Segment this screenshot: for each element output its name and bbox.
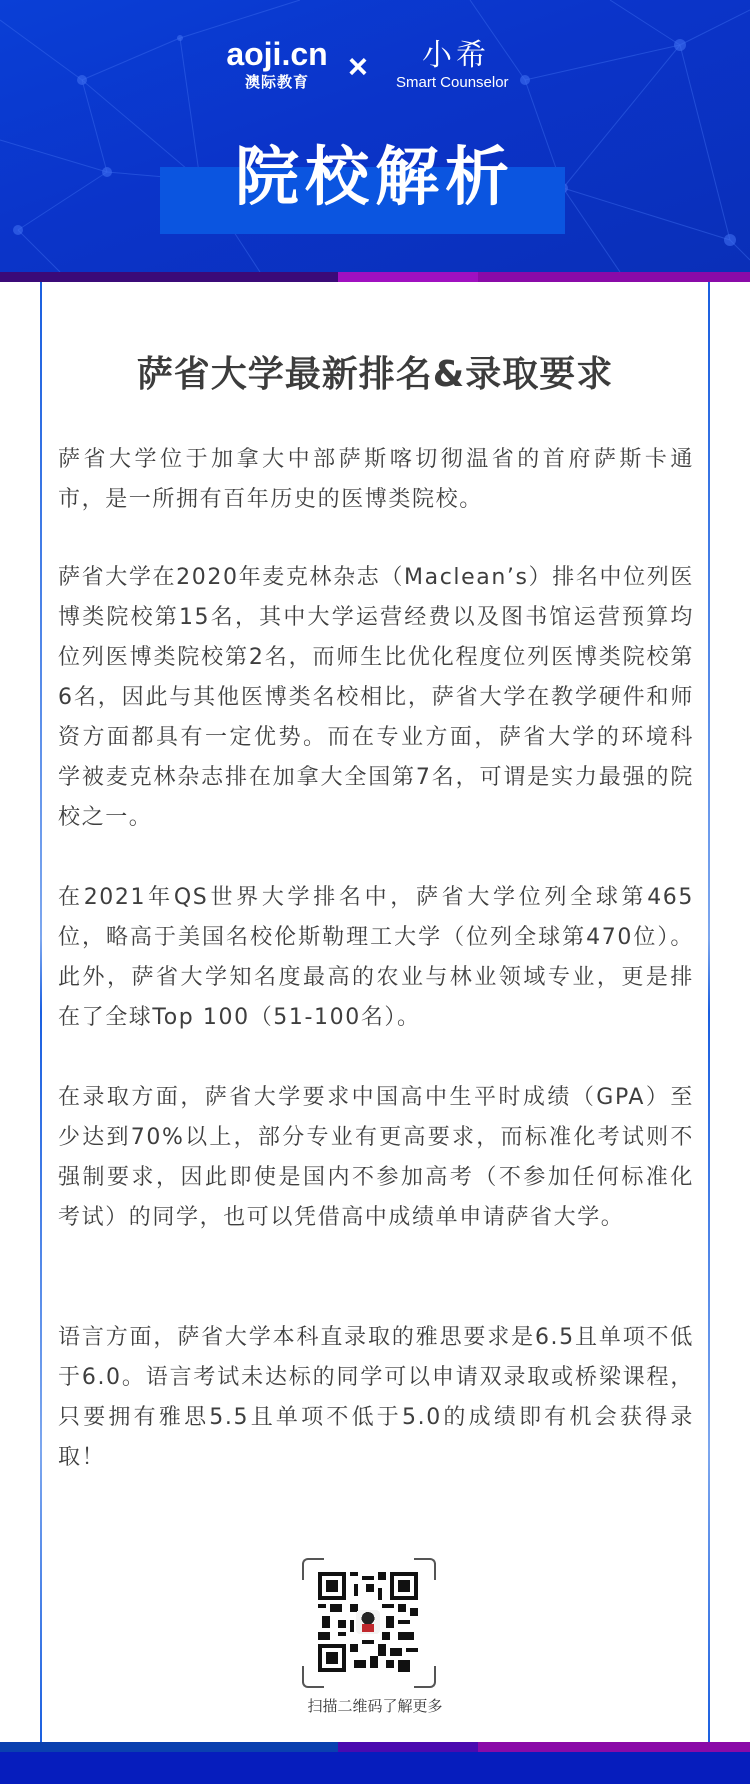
paragraph-macleans-ranking: 萨省大学在2020年麦克林杂志（Maclean’s）排名中位列医博类院校第15名，其中大学运营经费以及图书馆运营预算均位列医博类院校第2名，而师生比优化程度位列医博类院校第6名，因此与其他医博类名校相比，萨省大学在教学硬件和师资方面都具有一定优势。而在专业方面，萨省大学的环境科学被麦克林杂志排在加拿大全国第7名，可谓是实力最强的院校之一。 bbox=[58, 565, 694, 830]
qr-caption: 扫描二维码了解更多 bbox=[307, 1697, 443, 1715]
top-stripe-segment-2 bbox=[338, 272, 478, 282]
footer-band bbox=[0, 1752, 750, 1784]
qr-code-icon bbox=[318, 1572, 418, 1672]
aoji-logo bbox=[222, 36, 332, 92]
paragraph-language: 语言方面，萨省大学本科直录取的雅思要求是6.5且单项不低于6.0。语言考试未达标的同学可以申请双录取或桥梁课程，只要拥有雅思5.5且单项不低于5.0的成绩即有机会获得录取！ bbox=[58, 1325, 694, 1470]
paragraph-intro: 萨省大学位于加拿大中部萨斯喀切彻温省的首府萨斯卡通市，是一所拥有百年历史的医博类院校。 bbox=[58, 447, 694, 512]
bottom-stripe-segment-1 bbox=[0, 1742, 338, 1752]
logo-row bbox=[0, 36, 750, 96]
paragraph-qs-ranking: 在2021年QS世界大学排名中，萨省大学位列全球第465位，略高于美国名校伦斯勒理工大学（位列全球第470位）。此外，萨省大学知名度最高的农业与林业领域专业，更是排在了全球Top 100（51-100名）。 bbox=[58, 885, 694, 1030]
qr-code-block[interactable] bbox=[302, 1558, 436, 1688]
cross-icon: × bbox=[348, 48, 368, 86]
bottom-stripe-segment-3 bbox=[478, 1742, 750, 1752]
top-stripe-segment-1 bbox=[0, 272, 338, 282]
aoji-brand-subtitle: 澳际教育 bbox=[244, 73, 309, 91]
aoji-brand-text: aoji.cn bbox=[226, 36, 328, 72]
article-title: 萨省大学最新排名&录取要求 bbox=[136, 354, 614, 395]
banner-title: 院校解析 bbox=[235, 141, 515, 215]
top-stripe-segment-3 bbox=[478, 272, 750, 282]
partner-name: 小希 bbox=[422, 38, 490, 73]
xiaoxi-logo bbox=[396, 38, 526, 92]
bottom-stripe-segment-2 bbox=[338, 1742, 478, 1752]
paragraph-admission: 在录取方面，萨省大学要求中国高中生平时成绩（GPA）至少达到70%以上，部分专业有更高要求，而标准化考试则不强制要求，因此即使是国内不参加高考（不参加任何标准化考试）的同学，也可以凭借高中成绩单申请萨省大学。 bbox=[58, 1085, 694, 1230]
partner-subtitle: Smart Counselor bbox=[396, 74, 509, 91]
hero-banner bbox=[0, 0, 750, 272]
